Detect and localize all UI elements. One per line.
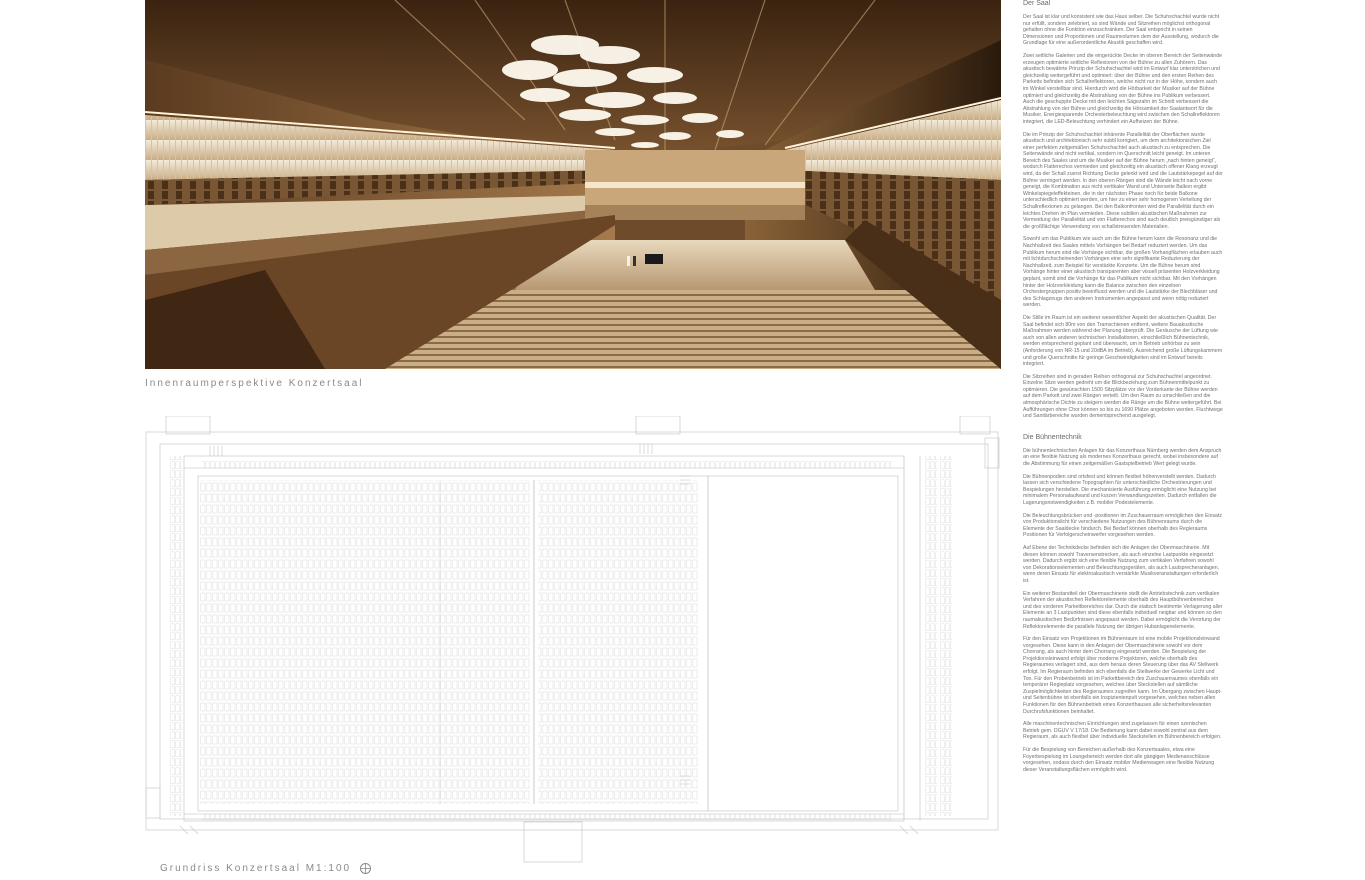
paragraph: Die Bühnenpodien sind ortsfest und können flexibel höhenverstellt werden. Dadurch lassen sich verschiedene Topographien für unterschiedliche Orchestrierungen und Bespielungen herstellen. Die mechanisierte Ausführung ermöglicht eine Nutzung bei minimalem Personalaufwand und kurzen Verwandlungszeiten. Dadurch entfallen die Lagerungsnotwendigkeiten z.B. mobiler Podestelemente. xyxy=(1023,473,1217,506)
section-buehnentechnik xyxy=(1023,434,1223,774)
floor-plan-caption xyxy=(160,863,371,874)
paragraph: Die Beleuchtungsbrücken und -positionen im Zuschauerraum ermöglichen den Einsatz von Produktionslicht für verschiedene Nutzungen des Bühnenraums durch die Elemente der Saaldecke hindurch. Bei Bedarf können oberhalb des Regieraums Positionen für Verfolgerscheinwerfer vorgesehen werden. xyxy=(1023,512,1222,539)
paragraph: Ein weiterer Bestandteil der Obermaschinerie stellt die Antriebstechnik zum vertikalen Verfahren der akustischen Reflektorelemente oberhalb des Hauptbühnenbereiches und des vorderen Parkettbereiches dar. Durch die statisch bestimmte Verlagerung aller Elemente an 3 Lastpunkten sind diese ebenfalls individuell neigbar und können so den raumakustischen Bedürfnissen angepasst werden. Dabei ermöglicht die Verortung der Reflektorelemente die parallele Nutzung der übrigen Hubanlagenelemente. xyxy=(1023,590,1223,630)
paragraph: Die Sitzreihen sind in geraden Reihen orthogonal zur Schuhschachtel angeordnet. Einzelne Sitze werden gedreht um die Blickbeziehung zum Bühnenmittelpunkt zu optimieren. Die gewünschten 1500 Sitzplätze vor der Vorderkante der Bühne werden auf dem Parkett und zwei Rängen verteilt. Um den Raum zu umschließen und die atmosphärische Dichte zu steigern werden die Ränge um die Bühne weitergeführt. Bei Aufführungen ohne Chor können so bis zu 1690 Plätze angeboten werden. Fluchtwege und Sanitärbereiche wurden dementsprechend ausgelegt. xyxy=(1023,373,1223,420)
paragraph: Alle maschinentechnischen Einrichtungen sind zugelassen für einen szenischen Betrieb gem. DGUV V 17/18. Die Bedienung kann dabei sowohl zentral aus dem Regieraum, als auch flexibel über individuelle Steckstellen im Bühnenbereich erfolgen. xyxy=(1023,721,1222,741)
paragraph: Zwei seitliche Galerien und die eingerückte Decke im oberen Bereich der Seitenwände erzeugen optimierte seitliche Reflexionen von der Bühne zu allen Zuhörern. Das akustisch bewährte Prinzip der Schuhschachtel wird im Entwurf klar unterstrichen und gleichzeitig weitergeführt und optimiert: über der Bühne und den ersten Reihen des Parketts befinden sich Schallreflektoren, welche nicht nur in der Höhe, sondern auch im Winkel verstellbar sind. Hierdurch wird die Hörbarkeit der Musiker auf der Bühne optimiert und gleichzeitig die Abstrahlung von der Bühne ins Publikum verbessert. Auch die geschuppte Decke mit den leichten Sägezahn im Schnitt verbessert die Abstrahlung von der Bühne und gleichzeitig die Hörsamkeit der Saalantwort für die Musiker. Energiesparende Orchesterbeleuchtung wird zwischen den Schallreflektoren integriert, die LED-Beleuchtung verhindert ein Aufheizen der Bühne. xyxy=(1023,52,1222,125)
section-heading-saal: Der Saal xyxy=(1023,0,1051,7)
paragraph: Für die Bespielung von Bereichen außerhalb des Konzertsaales, etwa eine Foyerbespielung im Loungebereich werden dort alle gängigen Medienanschlüsse vorgesehen, sodass durch den Einsatz mobiler Medienwagen eine flexible Nutzung dieser Veranstaltungsflächen ermöglicht wird. xyxy=(1023,747,1215,773)
paragraph: Die Stille im Raum ist ein weiterer wesentlicher Aspekt der akustischen Qualität. Der Saal befindet sich 80m von den Tramschienen entfernt, weitere Bauakustische Maßnahmen werden während der Planung überprüft. Die Geräusche der Lüftung wie auch von allen anderen technischen Installationen, einschließlich Bühnentechnik, werden entsprechend geplant und überwacht, um in Betrieb unhörbar zu sein (Anforderung von NR-15 und 20dBA im Betrieb). Ausreichend große Lüftungskammern und große Querschnitte für geringe Geschwindigkeiten sind im Entwurf bereits integriert. xyxy=(1023,314,1223,368)
paragraph: Die bühnentechnischen Anlagen für das Konzerthaus Nürnberg werden dem Anspruch an eine flexible Nutzung als modernes Konzerthaus gerecht, wobei insbesondere auf die Abstimmung für einen zeitgemäßen Gastspielbetrieb Wert gelegt wurde. xyxy=(1023,447,1222,468)
concert-hall-rendering xyxy=(145,0,1001,369)
section-heading-buehnentechnik: Die Bühnentechnik xyxy=(1023,433,1082,441)
floor-plan-caption-text: Grundriss Konzertsaal M1:100 xyxy=(160,863,352,875)
floor-plan-drawing xyxy=(140,416,1002,871)
north-arrow-icon xyxy=(360,863,371,874)
paragraph: Für den Einsatz von Projektionen im Bühnenraum ist eine mobile Projektionsleinwand vorgesehen. Diese kann in den Anlagen der Obermaschinerie sowohl vor dem Chorrang, als auch hinter dem Chorrang eingesetzt werden. Die Bespielung der Projektionsleinwand erfolgt über moderne Projektoren, welche oberhalb des Regieraumes verlagert sind, aus dem heraus deren Steuerung über das AV Stellwerk erfolgt. Im Regieraum befinden sich ebenfalls die Stellwerke der Gewerke Licht und Ton. Für den Probenbetrieb ist im Parkettbereich des Zuschauerraumes ebenfalls ein temporärer Regieplatz vorgesehen, welches über Steckstellen auf sämtliche Zuspielmöglichkeiten des Regieraumes zugreifen kann. Im Übergang zwischen Haupt- und Seitenbühne ist ebenfalls ein Inspizientenpult vorgesehen, welches neben allen Funktionen für den Bühnenbetrieb eines Konzerthauses alle sicherheitsrelevanten Durchrufsfunktionen beinhaltet. xyxy=(1023,636,1222,715)
paragraph: Sowohl um das Publikum wie auch um die Bühne herum kann die Resonanz und die Nachhallzeit des Saales mittels Vorhängen bei Bedarf reduziert werden. Um das Publikum herum sind die Vorhänge sichtbar, die großen Vorhangflächen erlauben auch mit lichtdurchscheinenden Vorhängen eine sehr signifikante Reduzierung der Nachhallzeit, zum Beispiel für verstärkte Konzerte. Um die Bühne herum sind Vorhänge hinter einer akustisch transparenten aber visuell präsenten Holzverkleidung geplant, somit sind die Vorhänge für das Publikum nicht sichtbar. Mit den Vorhängen hinter der Holzverkleidung kann die Balance zwischen den einzelnen Orchestergruppen positiv beeinflusst werden und die Lautstärke der Blechbläser und des Schlagzeugs den anderen Instrumenten angepasst und wenn nötig reduziert werden. xyxy=(1023,236,1223,309)
section-saal xyxy=(1023,0,1223,420)
rendering-caption: Innenraumperspektive Konzertsaal xyxy=(145,378,364,389)
paragraph: Die im Prinzip der Schuhschachtel inhärente Parallelität der Oberflächen wurde akustisch und architektonisch sehr subtil korrigiert, um dem architektonischen Ziel einer perfekten zeitgemäßen Schuhschachtel auch akustisch zu entsprechen. Die Seitenwände sind nicht vertikal, sondern im Querschnitt leicht geneigt. Im unteren Bereich des Saales und um die Musiker auf der Bühne herum „nach hinten geneigt“, wodurch Flatterechos vermieden und gleichzeitig ein akustisch offener Klang erzeugt wird, da der Schall zuerst Richtung Decke gelenkt wird und die Lautstärkepegel auf der Bühne verringert werden. In den oberen Rängen sind die Wände leicht nach vorne geneigt, die Kombination aus nicht vertikaler Wand und Unterseite Balkon ergibt Winkelspiegeleffekteinen, die in der nächsten Phase noch für beide Balkone unterschiedlich optimiert werden, um hier zu einer sehr homogenen Verteilung der Schallreflexionen zu gelangen. Bei den Balkonfronten wird die Parallelität durch ein leichtes Drehen im Plan vermieden. Diese subtilen akustischen Maßnahmen zur Vermeidung der Parallelität und von Flatterechos sind auch deutlich preisgünstiger als die großflächige Verwendung von schallstreuenden Materialien. xyxy=(1023,131,1223,230)
description-text-column xyxy=(1023,0,1223,787)
paragraph: Auf Ebene der Technikdecke befinden sich die Anlagen der Obermaschinerie. Mit diesen können sowohl Traversenstrecken, als auch einzelne Lastpunkte eingesetzt werden. Dadurch ergibt sich eine flexible Nutzung zum vertikalen Verfahren sowohl von Dekorationselementen und Beleuchtungsgeräten, als auch Lautsprecheranlagen, wenn deren Einsatz für elektroakustisch verstärkte Musikveranstaltungen erforderlich ist. xyxy=(1023,544,1220,584)
paragraph: Der Saal ist klar und konsistent wie das Haus selber. Die Schuhschachtel wurde nicht nur erfüllt, sondern zelebriert, so sind Wände und Sitzreihen möglichst orthogonal gehalten ohne die Funktion einzuschränken. Der Saal entspricht in seinen Dimensionen und Proportionen und Raumvolumen dem der Ausstellung, wodurch die Grundlage für eine außerordentliche Akustik geschaffen wird. xyxy=(1023,14,1220,47)
